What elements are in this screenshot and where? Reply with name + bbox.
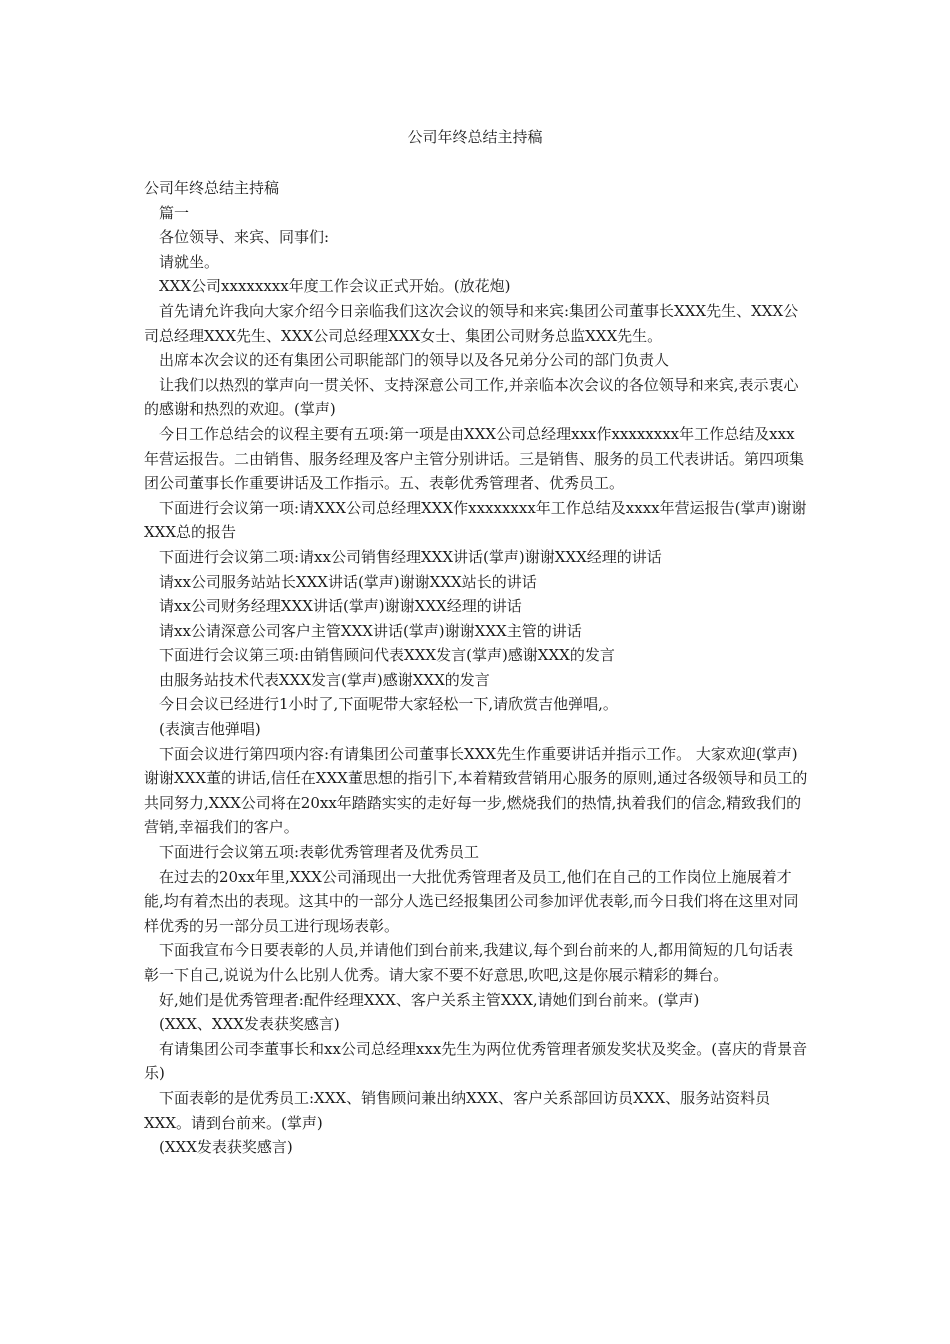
paragraph: 首先请允许我向大家介绍今日亲临我们这次会议的领导和来宾:集团公司董事长XXX先生、XXX公司总经理XXX先生、XXX公司总经理XXX女士、集团公司财务总监XXX先生。 bbox=[144, 301, 799, 345]
paragraph: 请xx公司服务站站长XXX讲话(掌声)谢谢XXX站长的讲话 bbox=[159, 572, 537, 591]
paragraph: (表演吉他弹唱) bbox=[159, 720, 261, 739]
paragraph: 出席本次会议的还有集团公司职能部门的领导以及各兄弟分公司的部门负责人 bbox=[159, 351, 670, 370]
document-body bbox=[144, 176, 808, 1160]
paragraph: 今日会议已经进行1小时了,下面呢带大家轻松一下,请欣赏吉他弹唱,。 bbox=[159, 695, 618, 714]
paragraph: 好,她们是优秀管理者:配件经理XXX、客户关系主管XXX,请她们到台前来。(掌声) bbox=[159, 990, 700, 1009]
paragraph: 下面进行会议第一项:请XXX公司总经理XXX作xxxxxxxx年工作总结及xxxx年营运报告(掌声)谢谢XXX总的报告 bbox=[144, 498, 807, 542]
paragraph: 在过去的20xx年里,XXX公司涌现出一大批优秀管理者及员工,他们在自己的工作岗位上施展着才能,均有着杰出的表现。这其中的一部分人选已经报集团公司参加评优表彰,而今日我们将在这里对同样优秀的另一部分员工进行现场表彰。 bbox=[144, 867, 799, 935]
paragraph: 由服务站技术代表XXX发言(掌声)感谢XXX的发言 bbox=[159, 670, 490, 689]
paragraph: (XXX发表获奖感言) bbox=[159, 1138, 293, 1157]
paragraph: 今日工作总结会的议程主要有五项:第一项是由XXX公司总经理xxx作xxxxxxxx年工作总结及xxx年营运报告。二由销售、服务经理及客户主管分别讲话。三是销售、服务的员工代表讲话。第四项集团公司董事长作重要讲话及工作指示。五、表彰优秀管理者、优秀员工。 bbox=[144, 424, 805, 493]
paragraph: 请xx公请深意公司客户主管XXX讲话(掌声)谢谢XXX主管的讲话 bbox=[159, 621, 582, 640]
paragraph: 请就坐。 bbox=[159, 252, 220, 271]
paragraph: (XXX、XXX发表获奖感言) bbox=[159, 1015, 340, 1034]
paragraph: 让我们以热烈的掌声向一贯关怀、支持深意公司工作,并亲临本次会议的各位领导和来宾,表示衷心的感谢和热烈的欢迎。(掌声) bbox=[144, 375, 799, 419]
paragraph: 公司年终总结主持稿 bbox=[144, 179, 280, 197]
paragraph: 请xx公司财务经理XXX讲话(掌声)谢谢XXX经理的讲话 bbox=[159, 597, 522, 616]
paragraph: 下面进行会议第二项:请xx公司销售经理XXX讲话(掌声)谢谢XXX经理的讲话 bbox=[159, 547, 662, 566]
paragraph: XXX公司xxxxxxxx年度工作会议正式开始。(放花炮) bbox=[159, 277, 511, 296]
document-title: 公司年终总结主持稿 bbox=[407, 128, 543, 146]
paragraph: 下面表彰的是优秀员工:XXX、销售顾问兼出纳XXX、客户关系部回访员XXX、服务站资料员XXX。请到台前来。(掌声) bbox=[144, 1088, 771, 1132]
paragraph: 下面进行会议第三项:由销售顾问代表XXX发言(掌声)感谢XXX的发言 bbox=[159, 646, 615, 665]
paragraph: 各位领导、来宾、同事们: bbox=[159, 228, 330, 247]
paragraph: 下面会议进行第四项内容:有请集团公司董事长XXX先生作重要讲话并指示工作。 大家欢迎(掌声)谢谢XXX董的讲话,信任在XXX董思想的指引下,本着精致营销用心服务的原则,通过各级领导和员工的共同努力,XXX公司将在20xx年踏踏实实的走好每一步,燃烧我们的热情,执着我们的信念,精致我们的营销,幸福我们的客户。 bbox=[144, 744, 808, 837]
paragraph: 下面我宣布今日要表彰的人员,并请他们到台前来,我建议,每个到台前来的人,都用简短的几句话表彰一下自己,说说为什么比别人优秀。请大家不要不好意思,吹吧,这是你展示精彩的舞台。 bbox=[144, 941, 794, 984]
paragraph: 篇一 bbox=[159, 203, 190, 222]
paragraph: 有请集团公司李董事长和xx公司总经理xxx先生为两位优秀管理者颁发奖状及奖金。(喜庆的背景音乐) bbox=[144, 1039, 808, 1083]
paragraph: 下面进行会议第五项:表彰优秀管理者及优秀员工 bbox=[159, 843, 480, 862]
